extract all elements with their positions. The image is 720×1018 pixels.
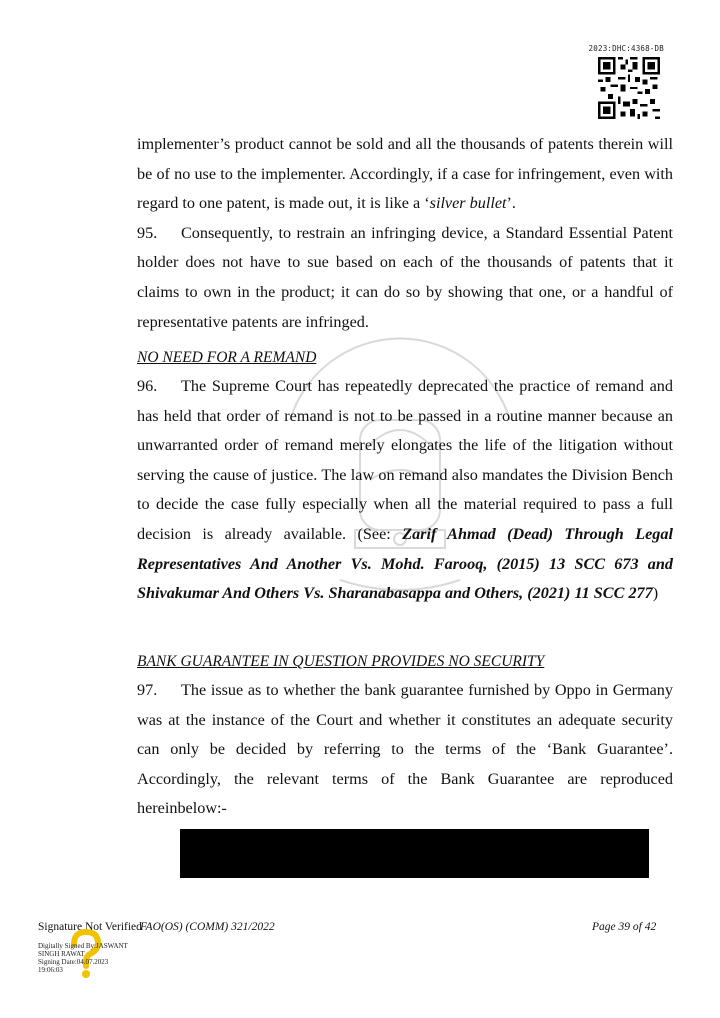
paragraph-continued-text: implementer’s product cannot be sold and all the thousands of patents therein will be of no use to the implementer. Accordingly, if a case for infringement, even with regard to one patent, is made out, it is like a ‘ [137,135,673,213]
paragraph-number: 97. [137,681,158,699]
paragraph-95 [137,219,673,337]
qr-code-icon [598,57,660,119]
paragraph-97 [137,676,673,824]
paragraph-text: The Supreme Court has repeatedly deprecated the practice of remand and has held that order of remand is not to be passed in a routine manner because an unwarranted order of remand merely elongates the life of the litigation without serving the cause of justice. The law on remand also mandates the Division Bench to decide the case fully especially when all the material required to pass a full decision is already available. (See: [137,377,673,543]
signing-date: Signing Date:04.07.2023 [38,958,109,966]
judgment-body [137,130,673,337]
case-number: FAO(OS) (COMM) 321/2022 [140,921,275,933]
section-bank-guarantee [137,647,673,824]
signing-time: 19:06:03 [38,966,63,974]
section-remand [137,343,673,609]
neutral-citation: 2023:DHC:4368-DB [588,44,664,53]
signature-status: Signature Not Verified [38,921,142,933]
section-heading: BANK GUARANTEE IN QUESTION PROVIDES NO SECURITY [137,653,545,670]
paragraph-96 [137,372,673,609]
digital-signature-details [38,942,148,974]
case-citation: Zarif Ahmad (Dead) Through Legal Representatives And Another Vs. Mohd. Farooq, (2015) 13 SCC 673 and Shivakumar And Others Vs. Sharanabasappa and Others, (2021) 11 SCC 277 [137,524,673,603]
page-number: Page 39 of 42 [592,921,657,933]
paragraph-continued [137,130,673,219]
paragraph-close: ) [652,584,659,603]
paragraph-text: Consequently, to restrain an infringing device, a Standard Essential Patent holder does not have to sue based on each of the thousands of patents that it claims to own in the product; it can do so by showing that one, or a handful of representative patents are infringed. [137,223,673,331]
paragraph-text: The issue as to whether the bank guarantee furnished by Oppo in Germany was at the instance of the Court and whether it constitutes an adequate security can only be decided by referring to the terms of the ‘Bank Guarantee’. Accordingly, the relevant terms of the Bank Guarantee are reproduced hereinbelow:- [137,681,673,818]
section-heading: NO NEED FOR A REMAND [137,349,317,366]
redaction-block [180,829,649,878]
italic-phrase: silver bullet [429,194,507,213]
paragraph-number: 96. [137,377,158,395]
paragraph-continued-end: ’. [506,194,516,213]
paragraph-number: 95. [137,223,158,242]
signed-by-line1: Digitally Signed By:JASWANT [38,942,128,950]
signed-by-line2: SINGH RAWAT [38,950,85,958]
